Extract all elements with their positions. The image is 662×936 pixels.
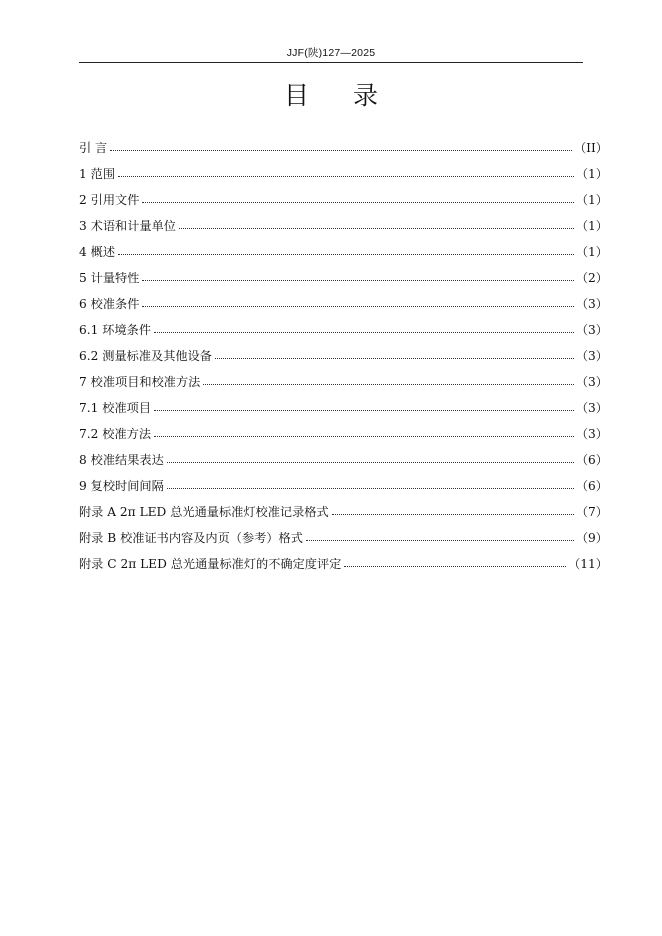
toc-dot-leader — [142, 202, 573, 203]
toc-entry-label: 3 术语和计量单位 — [79, 218, 176, 233]
toc-entry-page: （II） — [573, 140, 608, 155]
toc-dot-leader — [344, 566, 566, 567]
toc-entry[interactable] — [79, 264, 608, 290]
toc-entry-label: 6 校准条件 — [79, 296, 140, 311]
toc-entry-page: （1） — [575, 192, 608, 207]
toc-dot-leader — [167, 462, 574, 463]
toc-entry-label: 附录 A 2π LED 总光通量标准灯校准记录格式 — [79, 504, 329, 519]
toc-entry-label: 6.1 环境条件 — [79, 322, 152, 337]
toc-entry-label: 附录 C 2π LED 总光通量标准灯的不确定度评定 — [79, 556, 342, 571]
toc-dot-leader — [142, 306, 573, 307]
toc-entry[interactable] — [79, 498, 608, 524]
toc-entry-label: 5 计量特性 — [79, 270, 140, 285]
toc-entry-label: 7 校准项目和校准方法 — [79, 374, 201, 389]
toc-dot-leader — [203, 384, 574, 385]
page-header: JJF(陕)127—2025 — [286, 47, 376, 59]
toc-dot-leader — [215, 358, 574, 359]
toc-entry[interactable] — [79, 212, 608, 238]
toc-dot-leader — [167, 488, 574, 489]
toc-entry-page: （11） — [568, 556, 608, 571]
toc-entry-page: （2） — [575, 270, 608, 285]
toc-entry[interactable] — [79, 524, 608, 550]
toc-dot-leader — [142, 280, 573, 281]
toc-entry-page: （3） — [575, 322, 608, 337]
toc-entry[interactable] — [79, 472, 608, 498]
toc-entry-page: （1） — [575, 244, 608, 259]
toc-entry-page: （1） — [575, 166, 608, 181]
toc-entry[interactable] — [79, 238, 608, 264]
header-rule — [79, 62, 583, 63]
toc-entry-label: 7.1 校准项目 — [79, 400, 152, 415]
toc-entry-label: 引 言 — [79, 140, 108, 155]
toc-entry-page: （7） — [575, 504, 608, 519]
toc-dot-leader — [306, 540, 574, 541]
toc-entry-label: 7.2 校准方法 — [79, 426, 152, 441]
table-of-contents — [79, 134, 608, 576]
toc-entry-page: （3） — [575, 400, 608, 415]
toc-entry-page: （6） — [575, 452, 608, 467]
toc-entry-label: 4 概述 — [79, 244, 116, 259]
toc-entry-label: 2 引用文件 — [79, 192, 140, 207]
toc-dot-leader — [118, 176, 574, 177]
toc-entry-label: 9 复校时间间隔 — [79, 478, 164, 493]
toc-dot-leader — [179, 228, 574, 229]
toc-entry-page: （9） — [575, 530, 608, 545]
toc-dot-leader — [110, 150, 572, 151]
toc-entry[interactable] — [79, 290, 608, 316]
toc-entry-page: （3） — [575, 374, 608, 389]
toc-dot-leader — [154, 436, 574, 437]
toc-entry[interactable] — [79, 446, 608, 472]
toc-entry-label: 附录 B 校准证书内容及内页（参考）格式 — [79, 530, 303, 545]
page-title: 目录 — [283, 81, 422, 110]
toc-entry[interactable] — [79, 420, 608, 446]
toc-dot-leader — [118, 254, 574, 255]
toc-entry-page: （6） — [575, 478, 608, 493]
toc-entry[interactable] — [79, 550, 608, 576]
toc-entry-page: （3） — [575, 296, 608, 311]
toc-dot-leader — [332, 514, 574, 515]
toc-entry-label: 6.2 测量标准及其他设备 — [79, 348, 212, 363]
toc-entry[interactable] — [79, 160, 608, 186]
toc-entry-page: （3） — [575, 426, 608, 441]
toc-entry[interactable] — [79, 186, 608, 212]
toc-entry[interactable] — [79, 394, 608, 420]
toc-entry-label: 1 范围 — [79, 166, 116, 181]
toc-entry-page: （1） — [575, 218, 608, 233]
toc-entry[interactable] — [79, 368, 608, 394]
toc-entry[interactable] — [79, 134, 608, 160]
toc-entry-page: （3） — [575, 348, 608, 363]
toc-dot-leader — [154, 410, 574, 411]
toc-entry-label: 8 校准结果表达 — [79, 452, 164, 467]
toc-entry[interactable] — [79, 316, 608, 342]
toc-dot-leader — [154, 332, 574, 333]
toc-entry[interactable] — [79, 342, 608, 368]
